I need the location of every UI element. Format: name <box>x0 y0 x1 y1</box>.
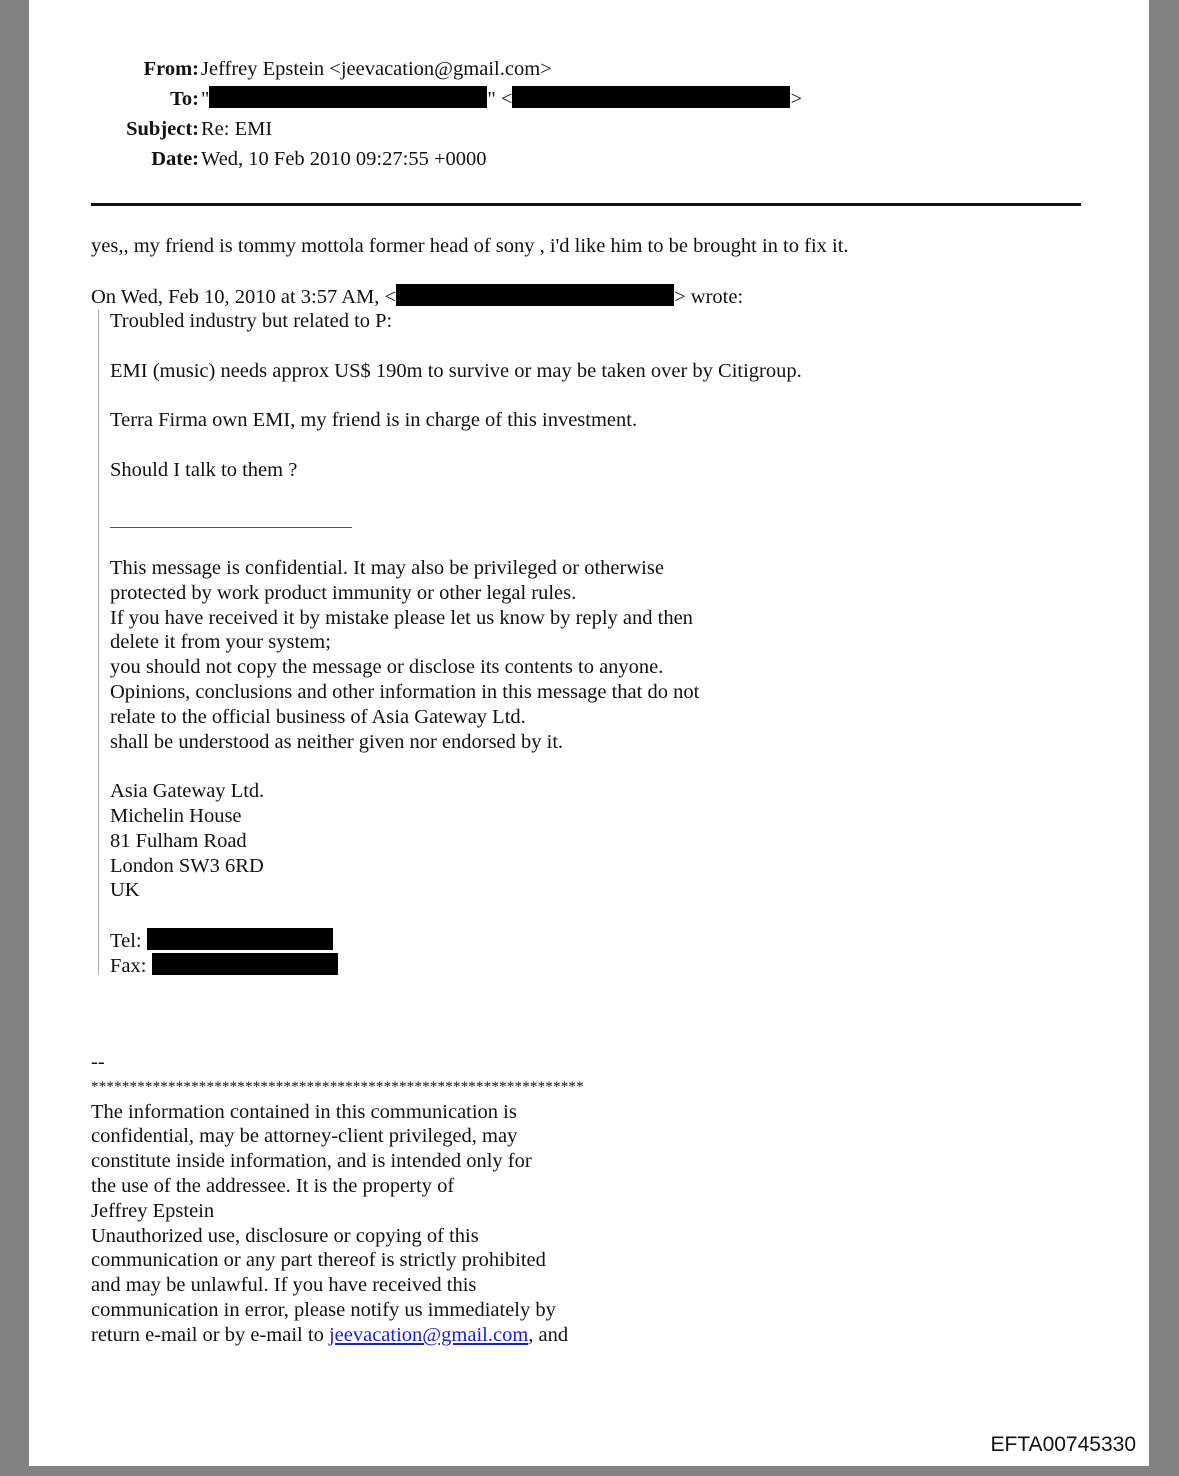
quoted-line: Terra Firma own EMI, my friend is in charge of this investment. <box>110 409 638 432</box>
to-value <box>201 84 802 114</box>
fax-row <box>110 953 699 978</box>
address-line: Asia Gateway Ltd. <box>110 780 265 803</box>
signature-line: Jeffrey Epstein <box>91 1199 215 1222</box>
quoted-disclaimer <box>110 556 699 978</box>
signature-line: the use of the addressee. It is the property of <box>91 1174 455 1197</box>
tel-label: Tel: <box>110 929 142 952</box>
to-open-quote: " <box>201 88 210 110</box>
quoted-line: Should I talk to them ? <box>110 458 298 481</box>
date-value: Wed, 10 Feb 2010 09:27:55 +0000 <box>201 148 487 170</box>
reply-text: yes,, my friend is tommy mottola former head of sony , i'd like him to be brought in to fix it. <box>91 235 849 257</box>
signature-stars: **************************************************************** <box>91 1078 584 1095</box>
redaction-block <box>209 86 487 108</box>
redaction-block <box>147 928 333 950</box>
from-row <box>29 54 929 84</box>
address-line: Michelin House <box>110 804 242 827</box>
subject-value: Re: EMI <box>201 118 273 140</box>
quoted-line: EMI (music) needs approx US$ 190m to survive or may be taken over by Citigroup. <box>110 359 802 382</box>
signature-last-line <box>91 1323 584 1348</box>
quote-intro-suffix: > wrote: <box>674 286 744 308</box>
address-line: UK <box>110 879 140 902</box>
sender-signature <box>91 1050 584 1348</box>
from-value: Jeffrey Epstein <jeevacation@gmail.com> <box>201 58 552 80</box>
document-page <box>29 0 1149 1466</box>
signature-line: confidential, may be attorney-client privileged, may <box>91 1125 518 1148</box>
disclaimer-line: shall be understood as neither given nor endorsed by it. <box>110 730 564 753</box>
quote-bar <box>98 310 99 975</box>
to-close: > <box>790 88 802 110</box>
quote-intro-prefix: On Wed, Feb 10, 2010 at 3:57 AM, < <box>91 286 397 308</box>
signature-line: and may be unlawful. If you have received this <box>91 1274 477 1297</box>
disclaimer-line: Opinions, conclusions and other information in this message that do not <box>110 680 700 703</box>
from-label: From: <box>143 58 199 80</box>
signature-dashes: -- <box>91 1051 105 1073</box>
address-line: 81 Fulham Road <box>110 829 247 852</box>
date-row <box>29 144 929 174</box>
signature-line: communication or any part thereof is strictly prohibited <box>91 1249 546 1272</box>
disclaimer-line: This message is confidential. It may also be privileged or otherwise <box>110 557 664 579</box>
redaction-block <box>152 953 338 975</box>
to-row <box>29 84 929 114</box>
quoted-line: Troubled industry but related to P: <box>110 310 393 332</box>
subject-row <box>29 114 929 144</box>
fax-label: Fax: <box>110 954 147 977</box>
date-label: Date: <box>151 148 199 170</box>
disclaimer-line: you should not copy the message or disclose its contents to anyone. <box>110 656 664 679</box>
disclaimer-line: delete it from your system; <box>110 631 331 654</box>
disclaimer-line: protected by work product immunity or other legal rules. <box>110 581 577 604</box>
redaction-block <box>396 284 674 306</box>
signature-line: Unauthorized use, disclosure or copying of this <box>91 1224 479 1247</box>
disclaimer-line: relate to the official business of Asia Gateway Ltd. <box>110 705 526 728</box>
quote-intro <box>91 284 743 310</box>
signature-line: constitute inside information, and is intended only for <box>91 1150 532 1173</box>
subject-label: Subject: <box>126 118 199 140</box>
signature-line: The information contained in this communication is <box>91 1100 517 1123</box>
signature-line: communication in error, please notify us immediately by <box>91 1298 556 1321</box>
document-id: EFTA00745330 <box>990 1433 1136 1456</box>
header-divider <box>91 203 1081 206</box>
email-header <box>29 54 929 174</box>
disclaimer-line: If you have received it by mistake please let us know by reply and then <box>110 606 693 629</box>
tel-row <box>110 928 699 953</box>
to-label: To: <box>170 88 199 110</box>
address-line: London SW3 6RD <box>110 854 264 877</box>
signature-last-prefix: return e-mail or by e-mail to <box>91 1323 329 1346</box>
email-link[interactable]: jeevacation@gmail.com <box>328 1323 529 1346</box>
redaction-block <box>512 86 790 108</box>
signature-separator <box>110 527 352 528</box>
signature-last-suffix: , and <box>528 1323 569 1346</box>
quoted-body <box>110 309 802 483</box>
to-mid: " < <box>487 88 513 110</box>
